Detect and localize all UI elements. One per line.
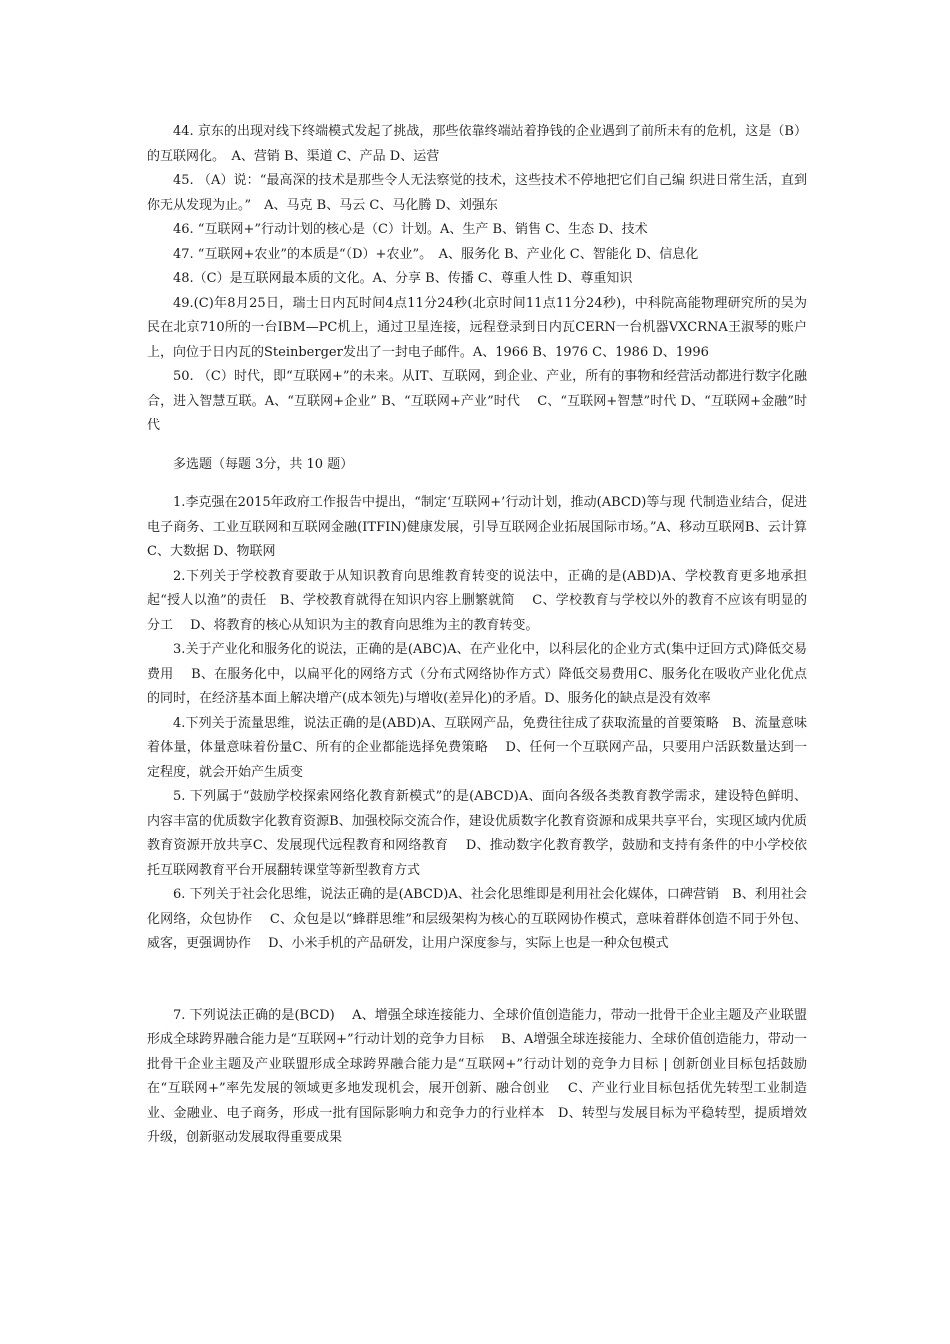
multi-question-5: 5. 下列属于“鼓励学校探索网络化教育新模式”的是(ABCD)A、面向各级各类教育教学需求，建设特色鲜明、内容丰富的优质数字化教育资源B、加强校际交流合作，建设优质数字化教育资源和成果共享平台，实现区域内优质教育资源开放共享C、发展现代远程教育和网络教育 D、推动数字化教育教学，鼓励和支持有条件的中小学校依托互联网教育平台开展翻转课堂等新型教育方式 (147, 789, 807, 878)
multi-question-4: 4.下列关于流量思维，说法正确的是(ABD)A、互联网产品，免费往往成了获取流量的首要策略 B、流量意味着体量，体量意味着份量C、所有的企业都能选择免费策略 D、任何一个互联网产品，只要用户活跃数量达到一定程度，就会开始产生质变 (147, 715, 807, 780)
question-46: 46. “互联网+”行动计划的核心是（C）计划。A、生产 B、销售 C、生态 D、技术 (173, 222, 648, 237)
multi-question-6: 6. 下列关于社会化思维，说法正确的是(ABCD)A、社会化思维即是利用社会化媒体，口碑营销 B、利用社会化网络，众包协作 C、众包是以“蜂群思维”和层级架构为核心的互联网协作模式，意味着群体创造不同于外包、威客，更强调协作 D、小米手机的产品研发，让用户深度参与，实际上也是一种众包模式 (147, 887, 807, 951)
spacer (147, 957, 807, 1004)
multi-question-1: 1.李克强在2015年政府工作报告中提出，“制定‘互联网+’行动计划，推动(ABCD)等与现 代制造业结合，促进电子商务、工业互联网和互联网金融(ITFIN)健康发展，引导互联网企业拓展国际市场。”A、移动互联网B、云计算 C、大数据 D、物联网 (147, 495, 807, 559)
question-47: 47. “互联网+农业”的本质是“（D）+农业”。 A、服务化 B、产业化 C、智能化 D、信息化 (173, 246, 699, 262)
section-heading-multi-choice: 多选题（每题 3分，共 10 题） (173, 456, 354, 472)
question-44: 44. 京东的出现对线下终端模式发起了挑战，那些依靠终端站着挣钱的企业遇到了前所未有的危机，这是（B）的互联网化。 A、营销 B、渠道 C、产品 D、运营 (147, 124, 807, 164)
spacer (147, 439, 807, 453)
multi-question-2: 2.下列关于学校教育要敢于从知识教育向思维教育转变的说法中，正确的是(ABD)A、学校教育更多地承担起“授人以渔”的责任 B、学校教育就得在知识内容上删繁就简 C、学校教育与学校以外的教育不应该有明显的分工 D、将教育的核心从知识为主的教育向思维为主的教育转变。 (147, 568, 807, 633)
spacer (147, 477, 807, 491)
question-48: 48.（C）是互联网最本质的文化。A、分享 B、传播 C、尊重人性 D、尊重知识 (173, 271, 633, 286)
question-49: 49.(C)年8月25日，瑞士日内瓦时间4点11分24秒(北京时间11点11分24秒)，中科院高能物理研究所的吴为民在北京710所的一台IBM—PC机上，通过卫星连接，远程登录到日内瓦CERN一台机器VXCRNA王淑琴的账户上，向位于日内瓦的Steinberger发出了一封电子邮件。A、1966 B、1976 C、1986 D、1996 (147, 295, 807, 360)
multi-question-7: 7. 下列说法正确的是(BCD) A、增强全球连接能力、全球价值创造能力，带动一批骨干企业主题及产业联盟形成全球跨界融合能力是“互联网+”行动计划的竞争力目标 B、A增强全球连接能力、全球价值创造能力，带动一批骨干企业主题及产业联盟形成全球跨界融合能力是“互联网+”行动计划的竞争力目标 | 创新创业目标包括鼓励在“互联网+”率先发展的领域更多地发现机会，展开创新、融合创业 C、产业行业目标包括优先转型工业制造业、金融业、电子商务，形成一批有国际影响力和竞争力的行业样本 D、转型与发展目标为平稳转型，提质增效升级，创新驱动发展取得重要成果 (147, 1007, 807, 1145)
question-45: 45. （A）说：“最高深的技术是那些令人无法察觉的技术，这些技术不停地把它们自己编 织进日常生活，直到你无从发现为止。” A、马克 B、马云 C、马化腾 D、刘强东 (147, 173, 807, 213)
question-50: 50. （C）时代，即“互联网+”的未来。从IT、互联网，到企业、产业，所有的事物和经营活动都进行数字化融合，进入智慧互联。A、“互联网+企业” B、“互联网+产业”时代 C、“互联网+智慧”时代 D、“互联网+金融”时代 (147, 369, 807, 433)
multi-question-3: 3.关于产业化和服务化的说法，正确的是(ABC)A、在产业化中，以科层化的企业方式(集中迂回方式)降低交易费用 B、在服务化中，以扁平化的网络方式（分布式网络协作方式）降低交易费用C、服务化在吸收产业化优点的同时，在经济基本面上解决增产(成本领先)与增收(差异化)的矛盾。D、服务化的缺点是没有效率 (147, 642, 807, 706)
document-page (147, 120, 807, 1151)
